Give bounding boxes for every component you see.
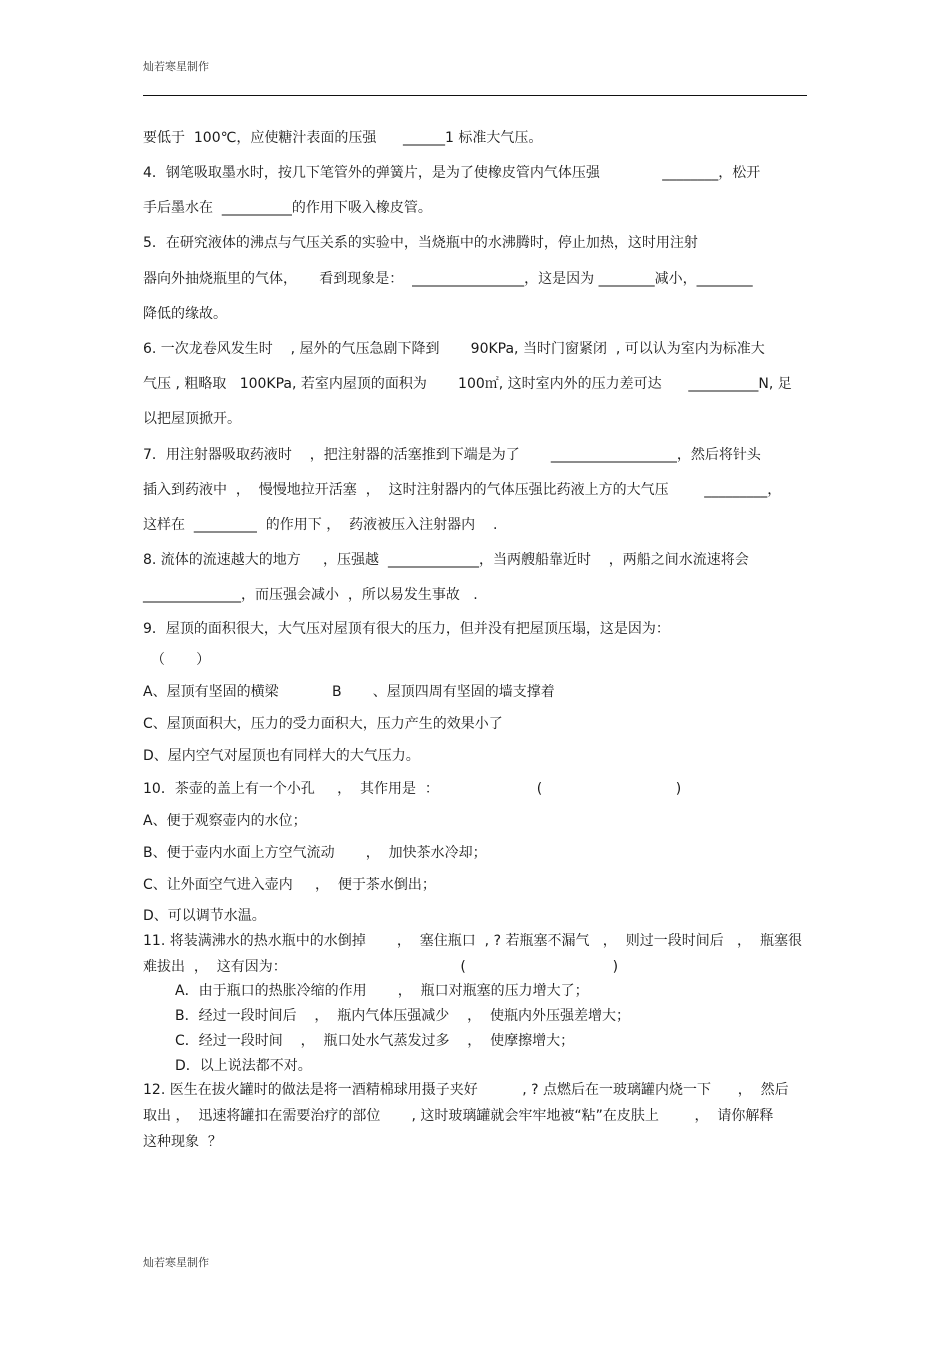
text-line: 手后墨水在 __________的作用下吸入橡皮管。 <box>143 200 432 216</box>
option-b: B、便于壶内水面上方空气流动 ， 加快茶水冷却； <box>143 845 487 861</box>
question-12: 12. 医生在拔火罐时的做法是将一酒精棉球用摄子夹好 , ? 点燃后在一玻璃罐内烧一下 ， 然后 <box>143 1082 789 1098</box>
text-line: 这样在 _________ 的作用下 ， 药液被压入注射器内 . <box>143 517 498 533</box>
question-7: 7．用注射器吸取药液时 ，把注射器的活塞推到下端是为了 __________________，然后将针头 <box>143 447 761 463</box>
option-d: D、可以调节水温。 <box>143 908 266 924</box>
option-a: A、便于观察壶内的水位； <box>143 813 307 829</box>
option-b: B．经过一段时间后 ， 瓶内气体压强减少 ， 使瓶内外压强差增大； <box>175 1008 631 1024</box>
text-line: 器向外抽烧瓶里的气体， 看到现象是： ________________，这是因为 ________减小，________ <box>143 271 753 287</box>
option-a: A．由于瓶口的热胀冷缩的作用 ， 瓶口对瓶塞的压力增大了； <box>175 983 589 999</box>
question-4: 4．钢笔吸取墨水时，按几下笔管外的弹簧片，是为了使橡皮管内气体压强 ________，松开 <box>143 165 761 181</box>
option-d: D．以上说法都不对。 <box>175 1058 312 1074</box>
text-line: 取出 ， 迅速将罐扣在需要治疗的部位 , 这时玻璃罐就会牢牢地被“粘”在皮肤上 ， 请你解释 <box>143 1108 774 1124</box>
option-d: D、屋内空气对屋顶也有同样大的大气压力。 <box>143 748 420 764</box>
text-line: 这种现象 ？ <box>143 1134 222 1150</box>
question-5: 5．在研究液体的沸点与气压关系的实验中，当烧瓶中的水沸腾时，停止加热，这时用注射 <box>143 235 698 251</box>
question-6: 6. 一次龙卷风发生时 , 屋外的气压急剧下降到 90KPa, 当时门窗紧闭 , 可以认为室内为标准大 <box>143 341 765 357</box>
header-rule <box>143 95 807 96</box>
option-c: C、让外面空气进入壶内 ， 便于茶水倒出； <box>143 877 436 893</box>
text-line: 难拔出 ， 这有因为： ( ) <box>143 959 619 975</box>
page-header: 灿若寒星制作 <box>143 60 209 73</box>
question-11: 11. 将装满沸水的热水瓶中的水倒掉 ， 塞住瓶口 , ? 若瓶塞不漏气 ， 则过一段时间后 ， 瓶塞很 <box>143 933 802 949</box>
page-footer: 灿若寒星制作 <box>143 1256 209 1269</box>
text-line: 插入到药液中 ， 慢慢地拉开活塞 ， 这时注射器内的气体压强比药液上方的大气压 _________， <box>143 482 782 498</box>
text-line: ______________，而压强会减小 ，所以易发生事故 . <box>143 587 478 603</box>
question-10: 10．茶壶的盖上有一个小孔 ， 其作用是 ： ( ) <box>143 781 682 797</box>
text-line: 以把屋顶掀开。 <box>143 411 241 427</box>
option-a: A、屋顶有坚固的横梁 B 、屋顶四周有坚固的墙支撑着 <box>143 684 555 700</box>
option-c: C、屋顶面积大，压力的受力面积大，压力产生的效果小了 <box>143 716 503 732</box>
text-line: 降低的缘故。 <box>143 306 227 322</box>
option-c: C．经过一段时间 ， 瓶口处水气蒸发过多 ， 使摩擦增大； <box>175 1033 575 1049</box>
question-9: 9．屋顶的面积很大，大气压对屋顶有很大的压力，但并没有把屋顶压塌，这是因为： <box>143 621 670 637</box>
answer-bracket: （ ） <box>151 652 211 668</box>
text-line: 气压 , 粗略取 100KPa, 若室内屋顶的面积为 100㎡, 这时室内外的压力差可达 __________N, 足 <box>143 376 792 392</box>
question-8: 8. 流体的流速越大的地方 ，压强越 _____________，当两艘船靠近时 ，两船之间水流速将会 <box>143 552 749 568</box>
text-line: 要低于 100℃，应使糖汁表面的压强 ______1 标准大气压。 <box>143 130 543 146</box>
